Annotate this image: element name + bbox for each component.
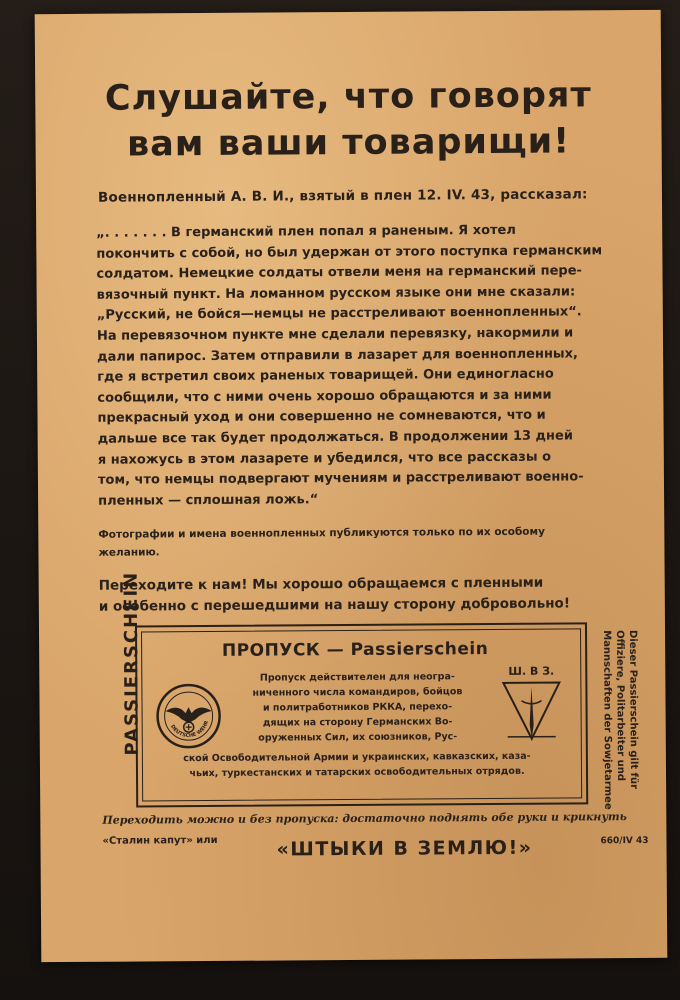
validity-line: Offiziere, Politarbeiter und: [614, 630, 627, 782]
intro-line: Военнопленный А. В. И., взятый в плен 12. IV. 43, рассказал:: [97, 186, 588, 206]
quote-line: солдатом. Немецкие солдаты отвели меня на германский пере-: [96, 263, 582, 282]
leaflet-sheet: [35, 10, 668, 962]
pass-title: ПРОПУСК — Passierschein: [221, 639, 489, 661]
quote-line: сообщили, что с ними очень хорошо обращаются и за ними: [97, 387, 552, 406]
pass-bottom-text: [152, 749, 562, 782]
seal-text: DEUTSCHE WEHRMACHT: [169, 720, 211, 739]
german-validity-note: [599, 630, 640, 810]
bayonet-icon: [499, 681, 563, 743]
headline: [55, 72, 642, 168]
passierschein-side-label: PASSIERSCHEIN: [120, 570, 143, 756]
pass-text-line: и политработников РККА, перехо-: [262, 701, 453, 714]
note-line: желанию.: [98, 546, 160, 559]
appeal-line: Переходите к нам! Мы хорошо обращаемся с пленными: [98, 574, 544, 594]
pass-text-line: ниченного числа командиров, бойцов: [252, 686, 463, 699]
prisoner-quote: [96, 220, 618, 512]
pass-text-line: оруженных Сил, их союзников, Рус-: [258, 731, 458, 744]
quote-line: пленных — сплошная ложь.“: [98, 491, 319, 509]
quote-line: На перевязочном пункте мне сделали перевязку, накормили и: [96, 325, 574, 344]
quote-line: „Русский, не бойся—немцы не расстреливают военнопленных“.: [96, 304, 582, 324]
photo-note: [98, 522, 618, 562]
footer-slogan: «ШТЫКИ В ЗЕМЛЮ!»: [276, 836, 533, 861]
quote-line: дальше все так будет продолжаться. В продолжении 13 дней: [97, 428, 573, 447]
eagle-seal-icon: [155, 683, 221, 749]
pass-validity-text: [237, 669, 478, 746]
footer-instruction: Переходить можно и без пропуска: достаточно поднять обе руки и крикнуть: [102, 810, 627, 827]
quote-line: дали папирос. Затем отправили в лазарет для военнопленных,: [97, 345, 579, 365]
note-line: Фотографии и имена военнопленных публикуются только по их особому: [98, 525, 545, 541]
quote-line: том, что немцы подвергают мучениям и расстреливают военно-: [97, 469, 584, 488]
quote-line: вязочный пункт. На ломанном русском языке они мне сказали:: [96, 284, 576, 303]
headline-line: вам ваши товарищи!: [126, 121, 571, 165]
bayonet-emblem: [489, 664, 574, 747]
footer-stalin-kaput: «Сталин капут» или: [102, 834, 218, 847]
quote-line: я нахожусь в этом лазарете и убедился, что все рассказы о: [97, 449, 552, 468]
validity-line: Mannschaften der Sowjetarmee: [601, 630, 614, 810]
pass-text-line: дящих на сторону Германских Во-: [262, 716, 453, 729]
appeal: [99, 572, 639, 618]
pass-bottom-line: чьих, туркестанских и татарских освободительных отрядов.: [189, 765, 525, 780]
print-code: 660/IV 43: [600, 835, 649, 847]
headline-line: Слушайте, что говорят: [104, 75, 592, 119]
quote-line: где я встретил своих раненых товарищей. Они единогласно: [97, 366, 554, 385]
appeal-line: и особенно с перешедшими на нашу сторону добровольно!: [98, 595, 571, 615]
pass-text-line: Пропуск действителен для неогра-: [259, 671, 455, 684]
quote-line: покончить с собой, но был удержан от этого поступка германским: [96, 242, 603, 262]
pass-bottom-line: ской Освободительной Армии и украинских, кавказских, каза-: [183, 750, 531, 765]
quote-line: „. . . . . . . В германский плен попал я раненым. Я хотел: [96, 222, 516, 241]
validity-line: Dieser Passierschein gilt für: [627, 629, 640, 790]
pass-box: [135, 622, 588, 807]
emblem-label: Ш. В З.: [508, 664, 555, 678]
quote-line: прекрасный уход и они совершенно не сомневаются, что и: [97, 407, 546, 427]
